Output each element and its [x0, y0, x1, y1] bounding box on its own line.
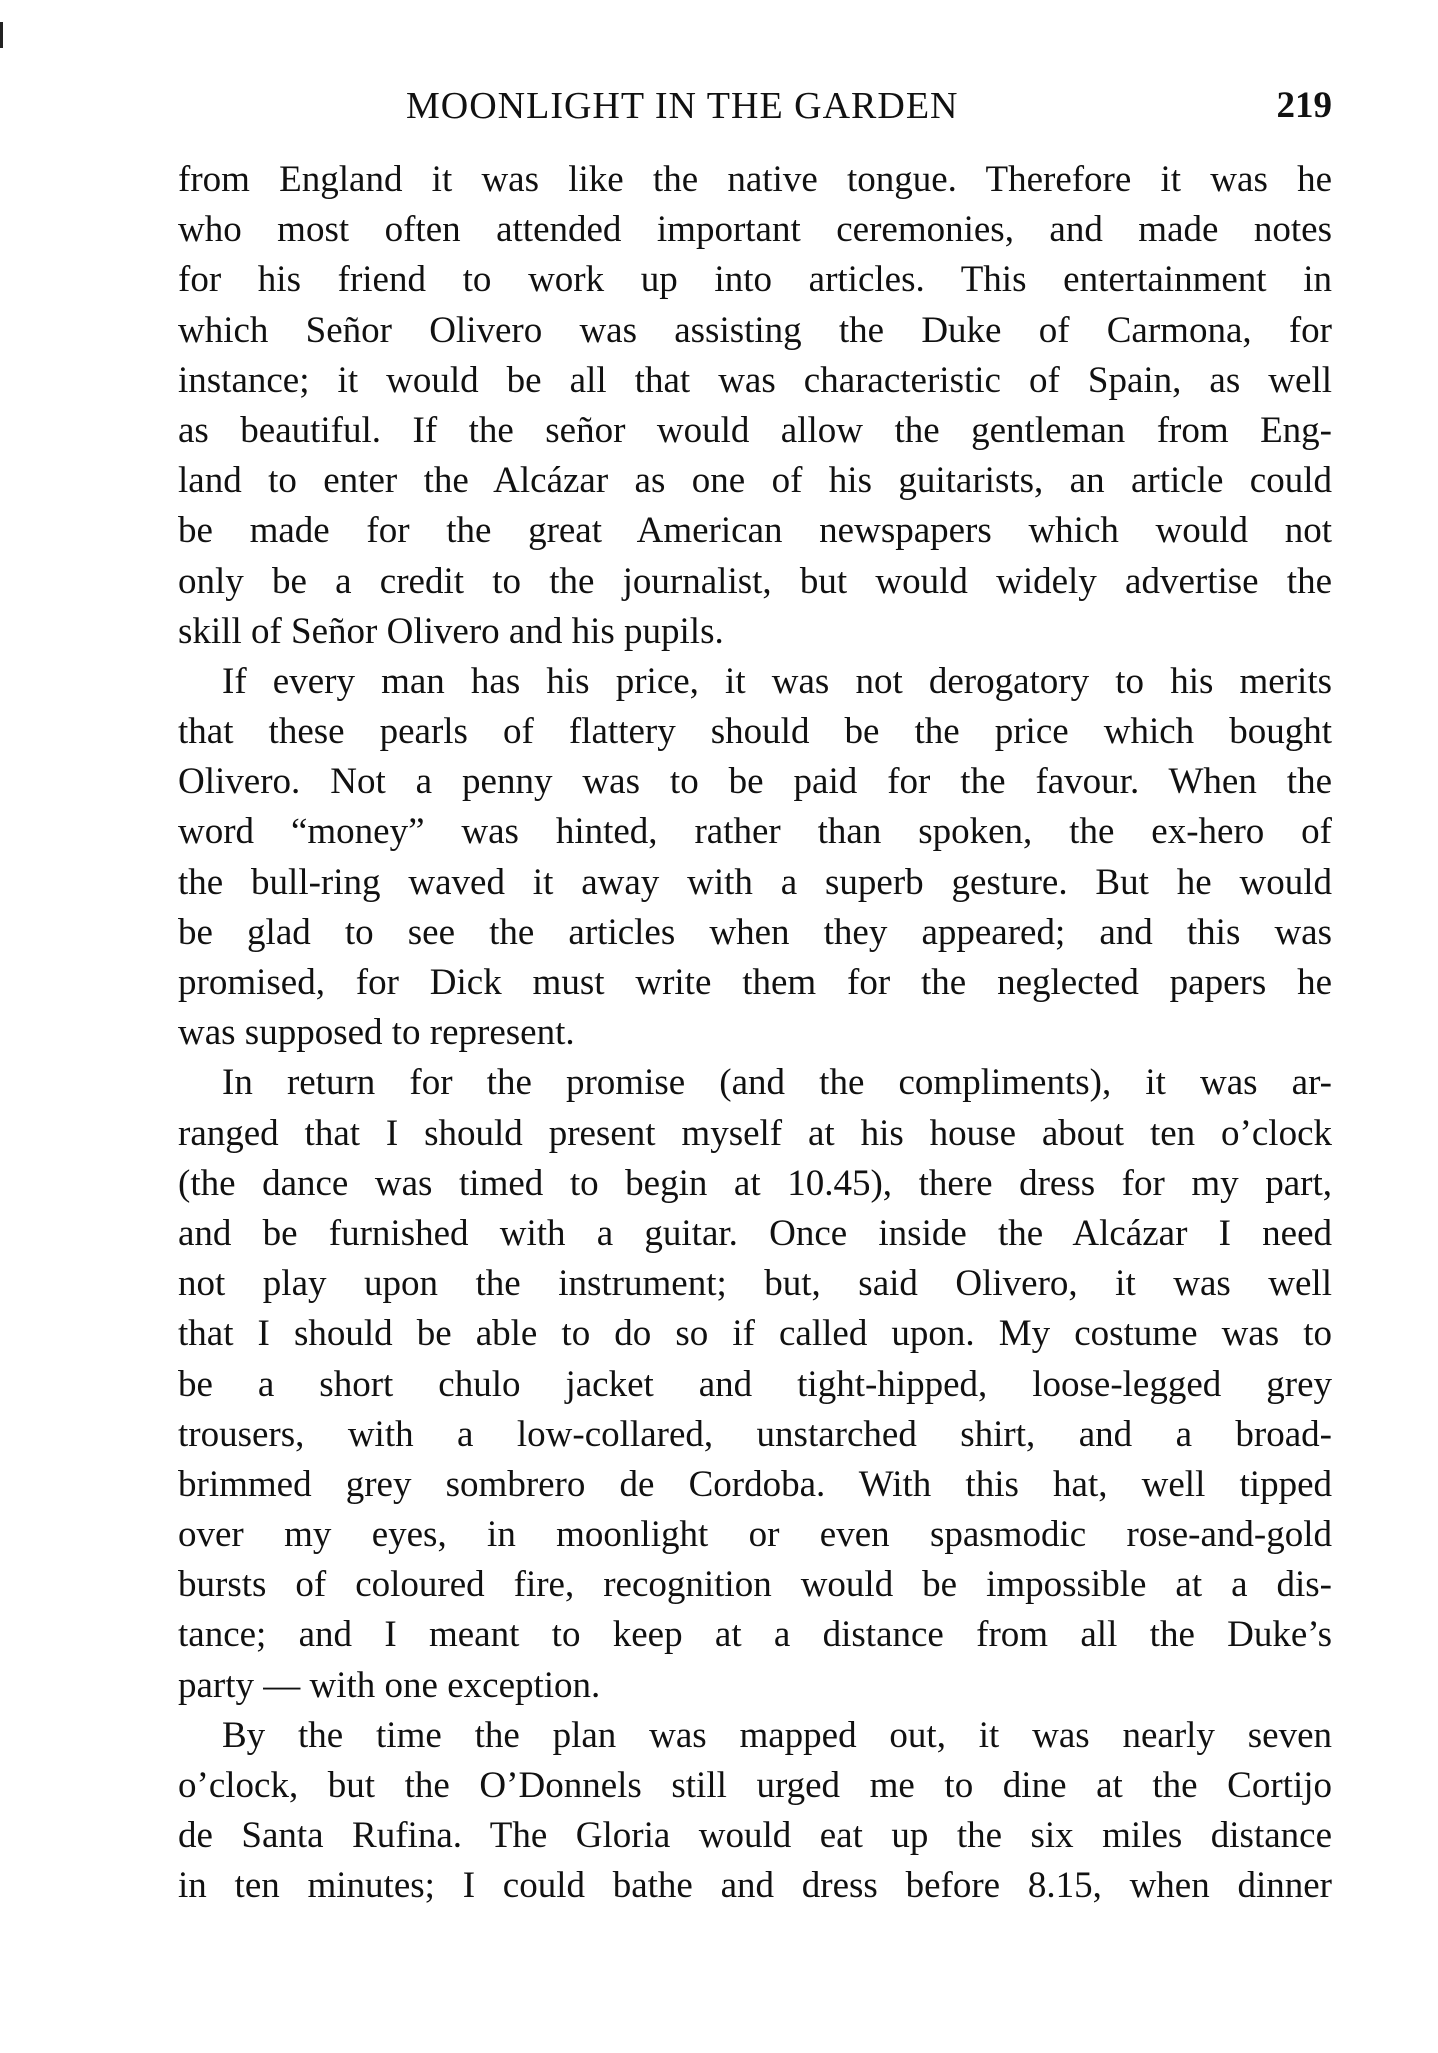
text-line: skill of Señor Olivero and his pupils.: [178, 610, 724, 652]
text-line: the bull-ring waved it away with a superb gesture. But he would: [178, 861, 1332, 903]
text-line: trousers, with a low-collared, unstarched shirt, and a broad-: [178, 1413, 1332, 1455]
text-line: and be furnished with a guitar. Once inside the Alcázar I need: [178, 1212, 1332, 1254]
running-head: [178, 84, 1332, 134]
text-line: word “money” was hinted, rather than spoken, the ex-hero of: [178, 811, 1332, 853]
scan-edge-mark: [0, 22, 3, 48]
text-line: only be a credit to the journalist, but would widely advertise the: [178, 560, 1332, 602]
text-line: If every man has his price, it was not derogatory to his merits: [222, 660, 1332, 702]
text-line: instance; it would be all that was characteristic of Spain, as well: [178, 359, 1332, 401]
text-line: brimmed grey sombrero de Cordoba. With this hat, well tipped: [178, 1463, 1332, 1505]
text-line: de Santa Rufina. The Gloria would eat up the six miles distance: [178, 1815, 1332, 1857]
running-title: MOONLIGHT IN THE GARDEN: [406, 85, 959, 127]
text-line: was supposed to represent.: [178, 1012, 575, 1054]
text-line: over my eyes, in moonlight or even spasmodic rose-and-gold: [178, 1514, 1332, 1556]
text-line: tance; and I meant to keep at a distance from all the Duke’s: [178, 1614, 1332, 1656]
text-line: in ten minutes; I could bathe and dress before 8.15, when dinner: [178, 1865, 1332, 1907]
text-line: be made for the great American newspapers which would not: [178, 510, 1332, 552]
text-line: land to enter the Alcázar as one of his guitarists, an article could: [178, 460, 1332, 502]
text-line: party — with one exception.: [178, 1664, 601, 1706]
text-line: which Señor Olivero was assisting the Duke of Carmona, for: [178, 309, 1332, 351]
text-line: In return for the promise (and the compliments), it was ar-: [222, 1062, 1332, 1104]
text-line: bursts of coloured fire, recognition would be impossible at a dis-: [178, 1564, 1332, 1606]
text-line: Olivero. Not a penny was to be paid for the favour. When the: [178, 761, 1332, 803]
text-line: that these pearls of flattery should be the price which bought: [178, 711, 1332, 753]
text-line: ranged that I should present myself at his house about ten o’clock: [178, 1112, 1332, 1154]
text-line: from England it was like the native tongue. Therefore it was he: [178, 159, 1332, 200]
page-number: 219: [1276, 85, 1332, 126]
text-line: as beautiful. If the señor would allow the gentleman from Eng-: [178, 409, 1332, 451]
text-line: (the dance was timed to begin at 10.45), there dress for my part,: [178, 1162, 1332, 1204]
text-line: not play upon the instrument; but, said Olivero, it was well: [178, 1263, 1332, 1305]
text-line: be glad to see the articles when they appeared; and this was: [178, 911, 1332, 953]
text-line: o’clock, but the O’Donnels still urged me to dine at the Cortijo: [178, 1765, 1332, 1806]
text-line: that I should be able to do so if called upon. My costume was to: [178, 1313, 1332, 1355]
text-line: be a short chulo jacket and tight-hipped, loose-legged grey: [178, 1363, 1332, 1405]
text-line: who most often attended important ceremonies, and made notes: [178, 209, 1332, 251]
text-line: for his friend to work up into articles. This entertainment in: [178, 259, 1332, 301]
body-text: [178, 155, 1332, 1912]
text-line: By the time the plan was mapped out, it was nearly seven: [222, 1714, 1332, 1756]
text-line: promised, for Dick must write them for the neglected papers he: [178, 962, 1332, 1003]
